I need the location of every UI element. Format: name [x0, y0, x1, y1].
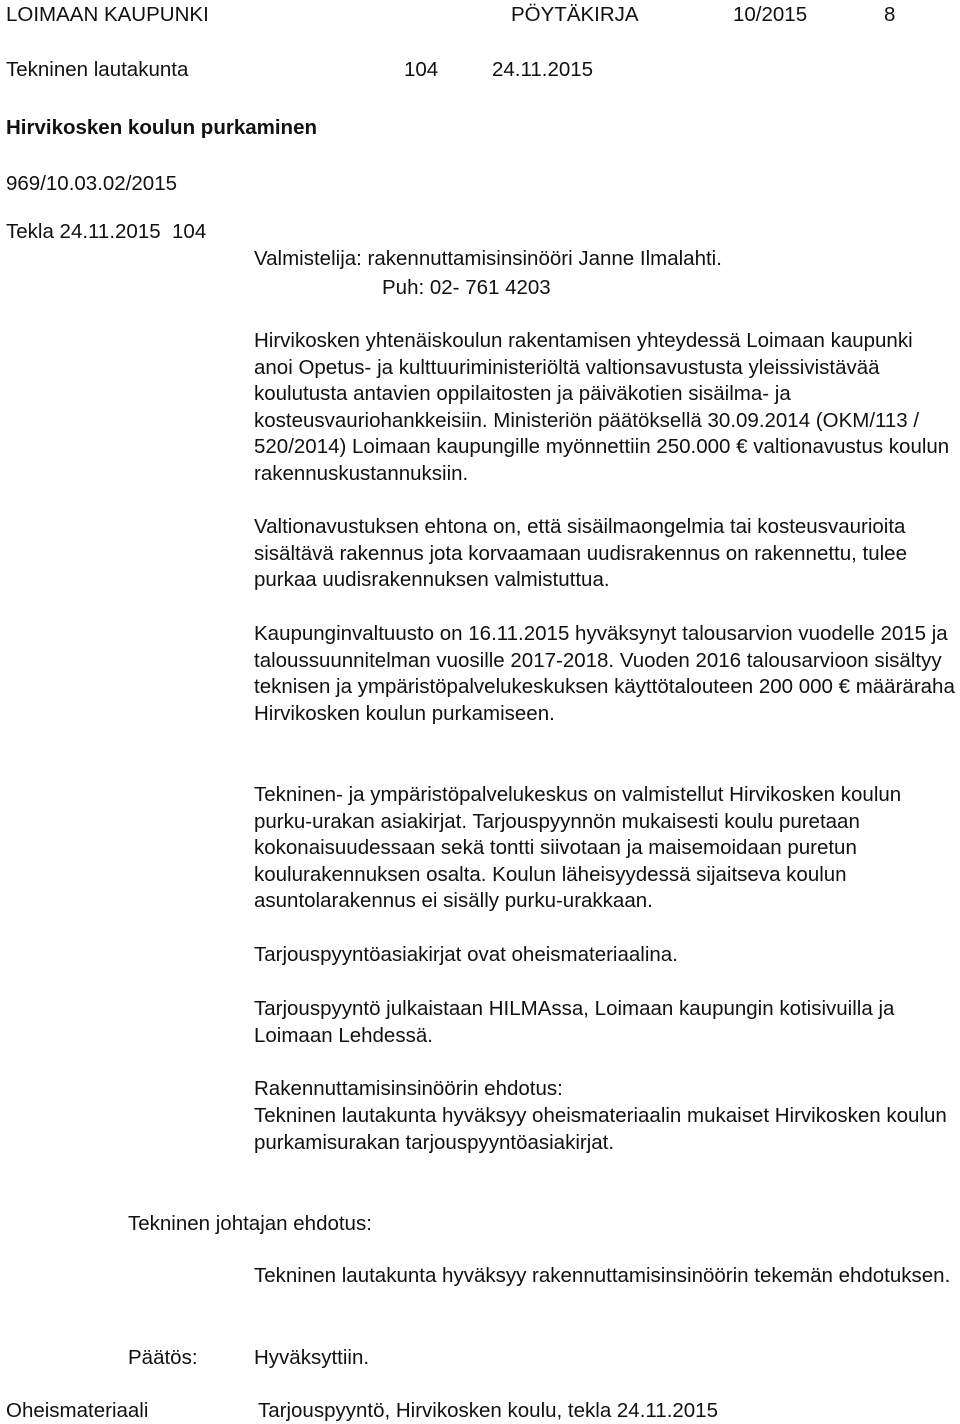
paragraph-publication: Tarjouspyyntö julkaistaan HILMAssa, Loimaan kaupungin kotisivuilla ja Loimaan Lehdessä.: [254, 997, 895, 1047]
section-number: 104: [404, 58, 439, 81]
director-proposal-label: Tekninen johtajan ehdotus:: [128, 1212, 372, 1235]
organization-name: LOIMAAN KAUPUNKI: [6, 3, 209, 26]
paragraph-tender-documents: Tarjouspyyntöasiakirjat ovat oheismateriaalina.: [254, 943, 678, 966]
phone-number: Puh: 02- 761 4203: [382, 276, 551, 299]
decision-text: Hyväksyttiin.: [254, 1346, 370, 1369]
attachments-text: Tarjouspyyntö, Hirvikosken koulu, tekla 24.11.2015: [258, 1399, 718, 1422]
document-number: 10/2015: [733, 3, 808, 26]
engineer-proposal-text: Tekninen lautakunta hyväksyy oheismateriaalin mukaiset Hirvikosken koulun purkamisurakan tarjouspyyntöasiakirjat.: [254, 1104, 947, 1154]
meeting-date: 24.11.2015: [492, 58, 594, 81]
document-type: PÖYTÄKIRJA: [511, 3, 639, 26]
item-reference: Tekla 24.11.2015 104: [6, 220, 207, 243]
paragraph-demolition-contract: Tekninen- ja ympäristöpalvelukeskus on valmistellut Hirvikosken koulun purku-urakan asiakirjat. Tarjouspyynnön mukaisesti koulu puretaan kokonaisuudessaan sekä tontti siivotaan ja maisemoidaan puretun koulurakennuksen osalta. Koulun läheisyydessä sijaitseva koulun asuntolarakennus ei sisälly purku-urakkaan.: [254, 783, 902, 913]
committee-name: Tekninen lautakunta: [6, 58, 189, 81]
item-title: Hirvikosken koulun purkaminen: [6, 116, 317, 139]
attachments-label: Oheismateriaali: [6, 1399, 149, 1422]
paragraph-aid-condition: Valtionavustuksen ehtona on, että sisäilmaongelmia tai kosteusvaurioita sisältävä rakennus jota korvaamaan uudisrakennus on rakennettu, tulee purkaa uudisrakennuksen valmistuttua.: [254, 515, 907, 592]
engineer-proposal-label: Rakennuttamisinsinöörin ehdotus:: [254, 1077, 563, 1100]
paragraph-budget: Kaupunginvaltuusto on 16.11.2015 hyväksynyt talousarvion vuodelle 2015 ja taloussuunnitelman vuosille 2017-2018. Vuoden 2016 talousarvioon sisältyy teknisen ja ympäristöpalvelukeskuksen käyttötalouteen 200 000 € määräraha Hirvikosken koulun purkamiseen.: [254, 622, 955, 725]
preparer: Valmistelija: rakennuttamisinsinööri Janne Ilmalahti.: [254, 247, 722, 270]
director-proposal-text: Tekninen lautakunta hyväksyy rakennuttamisinsinöörin tekemän ehdotuksen.: [254, 1264, 951, 1287]
page-number: 8: [884, 3, 896, 26]
record-id: 969/10.03.02/2015: [6, 172, 177, 195]
paragraph-state-aid: Hirvikosken yhtenäiskoulun rakentamisen yhteydessä Loimaan kaupunki anoi Opetus- ja kulttuuriministeriöltä valtionsavustusta yleissivistävää koulutusta antavien oppilaitosten ja päiväkotien sisäilma- ja kosteusvauriohankkeisiin. Ministeriön päätöksellä 30.09.2014 (OKM/113 / 520/2014) Loimaan kaupungille myönnettiin 250.000 € valtionavustus koulun rakennuskustannuksiin.: [254, 329, 950, 485]
decision-label: Päätös:: [128, 1346, 198, 1369]
